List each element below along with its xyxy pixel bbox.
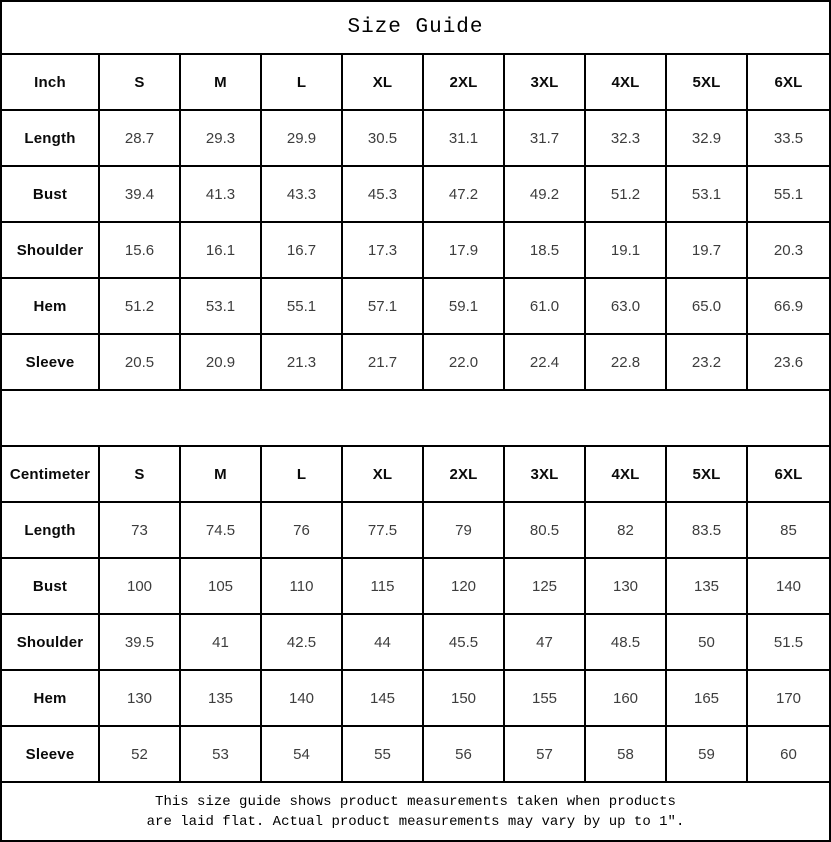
size-header: M [181, 55, 262, 109]
unit-header-inch: Inch [2, 55, 100, 109]
row-label-sleeve: Sleeve [2, 727, 100, 781]
size-header: S [100, 447, 181, 501]
measurement-value: 31.1 [424, 111, 505, 165]
measurement-value: 29.3 [181, 111, 262, 165]
size-header: 6XL [774, 73, 803, 91]
row-label-sleeve: Sleeve [2, 335, 100, 389]
footer-note [2, 783, 829, 840]
measurement-value: 165 [667, 671, 748, 725]
measurement-value: 45.3 [343, 167, 424, 221]
measurement-value: 20.5 [100, 335, 181, 389]
measurement-value: 29.9 [262, 111, 343, 165]
measurement-value: 160 [586, 671, 667, 725]
measurement-row [2, 279, 829, 335]
measurement-value: 120 [424, 559, 505, 613]
size-header: 6XL [774, 465, 803, 483]
measurement-value: 77.5 [343, 503, 424, 557]
measurement-value: 74.5 [181, 503, 262, 557]
measurement-value: 145 [343, 671, 424, 725]
measurement-row [2, 727, 829, 783]
measurement-value: 55.1 [262, 279, 343, 333]
measurement-value: 170 [775, 689, 802, 707]
measurement-value: 54 [262, 727, 343, 781]
size-header: S [100, 55, 181, 109]
size-header: 4XL [586, 55, 667, 109]
measurement-row [2, 503, 829, 559]
measurement-row [2, 335, 829, 391]
measurement-value: 32.3 [586, 111, 667, 165]
row-label-bust: Bust [2, 167, 100, 221]
size-guide-title: Size Guide [2, 2, 829, 55]
size-header: M [181, 447, 262, 501]
measurement-value: 50 [667, 615, 748, 669]
measurement-value: 22.0 [424, 335, 505, 389]
size-header: 5XL [667, 447, 748, 501]
measurement-value: 76 [262, 503, 343, 557]
measurement-value: 19.7 [667, 223, 748, 277]
measurement-value: 60 [780, 745, 797, 763]
measurement-value: 22.4 [505, 335, 586, 389]
row-label-bust: Bust [2, 559, 100, 613]
measurement-value: 44 [343, 615, 424, 669]
measurement-value: 16.1 [181, 223, 262, 277]
measurement-value: 85 [780, 521, 797, 539]
row-label-hem: Hem [2, 671, 100, 725]
measurement-value: 52 [100, 727, 181, 781]
measurement-row [2, 111, 829, 167]
row-label-shoulder: Shoulder [2, 223, 100, 277]
measurement-value: 41.3 [181, 167, 262, 221]
measurement-value: 45.5 [424, 615, 505, 669]
measurement-value: 110 [262, 559, 343, 613]
row-label-hem: Hem [2, 279, 100, 333]
inch-header-row [2, 55, 829, 111]
measurement-value: 47 [505, 615, 586, 669]
footer-line-2: are laid flat. Actual product measurements may vary by up to 1″. [146, 813, 685, 830]
table-spacer [2, 391, 829, 447]
measurement-value: 17.9 [424, 223, 505, 277]
measurement-value: 17.3 [343, 223, 424, 277]
measurement-value: 48.5 [586, 615, 667, 669]
measurement-value: 30.5 [343, 111, 424, 165]
size-header: 5XL [667, 55, 748, 109]
measurement-value: 28.7 [100, 111, 181, 165]
measurement-value: 23.6 [773, 353, 804, 371]
measurement-value: 31.7 [505, 111, 586, 165]
measurement-row [2, 615, 829, 671]
inch-table [2, 55, 829, 391]
row-label-length: Length [2, 111, 100, 165]
measurement-value: 63.0 [586, 279, 667, 333]
size-header: 2XL [424, 447, 505, 501]
measurement-value: 41 [181, 615, 262, 669]
measurement-value: 59 [667, 727, 748, 781]
measurement-value: 55 [343, 727, 424, 781]
measurement-value: 59.1 [424, 279, 505, 333]
measurement-value: 155 [505, 671, 586, 725]
measurement-value: 15.6 [100, 223, 181, 277]
measurement-value: 21.7 [343, 335, 424, 389]
measurement-value: 39.4 [100, 167, 181, 221]
measurement-value: 150 [424, 671, 505, 725]
measurement-value: 49.2 [505, 167, 586, 221]
measurement-value: 135 [667, 559, 748, 613]
measurement-value: 32.9 [667, 111, 748, 165]
measurement-value: 21.3 [262, 335, 343, 389]
measurement-value: 83.5 [667, 503, 748, 557]
measurement-value: 115 [343, 559, 424, 613]
row-label-shoulder: Shoulder [2, 615, 100, 669]
measurement-value: 20.9 [181, 335, 262, 389]
centimeter-header-row [2, 447, 829, 503]
measurement-value: 19.1 [586, 223, 667, 277]
measurement-value: 18.5 [505, 223, 586, 277]
measurement-row [2, 167, 829, 223]
measurement-row [2, 223, 829, 279]
measurement-value: 53.1 [667, 167, 748, 221]
size-header: L [262, 447, 343, 501]
measurement-value: 51.2 [100, 279, 181, 333]
measurement-value: 55.1 [773, 185, 804, 203]
size-header: XL [343, 55, 424, 109]
unit-header-centimeter: Centimeter [2, 447, 100, 501]
measurement-value: 16.7 [262, 223, 343, 277]
measurement-value: 33.5 [773, 129, 804, 147]
measurement-value: 43.3 [262, 167, 343, 221]
measurement-row [2, 559, 829, 615]
measurement-value: 140 [262, 671, 343, 725]
measurement-value: 66.9 [773, 297, 804, 315]
measurement-row [2, 671, 829, 727]
measurement-value: 22.8 [586, 335, 667, 389]
measurement-value: 23.2 [667, 335, 748, 389]
measurement-value: 53 [181, 727, 262, 781]
measurement-value: 57 [505, 727, 586, 781]
size-header: 3XL [505, 447, 586, 501]
measurement-value: 79 [424, 503, 505, 557]
measurement-value: 58 [586, 727, 667, 781]
footer-line-1: This size guide shows product measurements taken when products [155, 793, 676, 810]
measurement-value: 39.5 [100, 615, 181, 669]
size-header: 4XL [586, 447, 667, 501]
row-label-length: Length [2, 503, 100, 557]
measurement-value: 65.0 [667, 279, 748, 333]
measurement-value: 51.2 [586, 167, 667, 221]
measurement-value: 80.5 [505, 503, 586, 557]
measurement-value: 47.2 [424, 167, 505, 221]
measurement-value: 82 [586, 503, 667, 557]
measurement-value: 125 [505, 559, 586, 613]
size-header: 2XL [424, 55, 505, 109]
measurement-value: 56 [424, 727, 505, 781]
measurement-value: 20.3 [773, 241, 804, 259]
centimeter-table [2, 447, 829, 783]
measurement-value: 105 [181, 559, 262, 613]
measurement-value: 140 [775, 577, 802, 595]
measurement-value: 73 [100, 503, 181, 557]
measurement-value: 130 [100, 671, 181, 725]
measurement-value: 61.0 [505, 279, 586, 333]
measurement-value: 42.5 [262, 615, 343, 669]
measurement-value: 135 [181, 671, 262, 725]
measurement-value: 130 [586, 559, 667, 613]
size-header: XL [343, 447, 424, 501]
size-header: L [262, 55, 343, 109]
size-header: 3XL [505, 55, 586, 109]
measurement-value: 53.1 [181, 279, 262, 333]
measurement-value: 100 [100, 559, 181, 613]
measurement-value: 57.1 [343, 279, 424, 333]
measurement-value: 51.5 [773, 633, 804, 651]
